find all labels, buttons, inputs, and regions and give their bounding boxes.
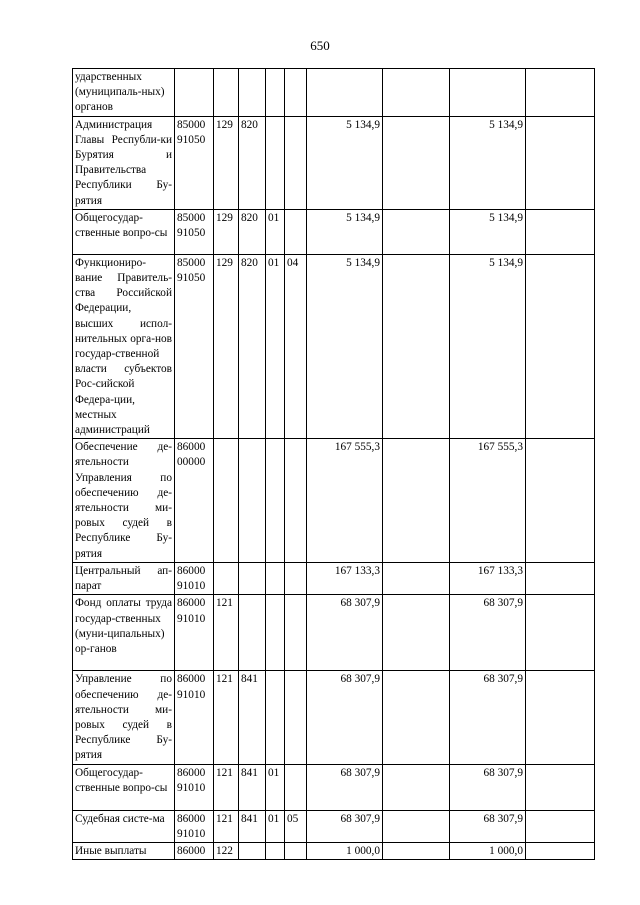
ministry-code-cell: 841 (239, 671, 266, 764)
target-code-cell: 86000 91010 (175, 810, 214, 842)
section-cell (266, 842, 285, 859)
target-code-cell: 86000 91010 (175, 671, 214, 764)
budget-table (72, 68, 595, 860)
ministry-code-cell (239, 562, 266, 594)
row-name-cell: Иные выплаты (73, 842, 175, 859)
empty-cell (383, 439, 450, 563)
empty-cell (526, 116, 595, 209)
section-cell (266, 562, 285, 594)
amount-total-cell: 167 133,3 (450, 562, 526, 594)
subsection-cell (285, 69, 307, 117)
section-cell (266, 116, 285, 209)
expense-type-cell: 129 (214, 254, 239, 438)
amount-cell: 5 134,9 (307, 254, 383, 438)
empty-cell (383, 671, 450, 764)
target-code-cell: 86000 91010 (175, 595, 214, 671)
table-row (73, 116, 595, 209)
table-row (73, 439, 595, 563)
empty-cell (526, 810, 595, 842)
subsection-cell (285, 671, 307, 764)
expense-type-cell: 122 (214, 842, 239, 859)
row-name-cell: Центральный ап-парат (73, 562, 175, 594)
empty-cell (526, 842, 595, 859)
ministry-code-cell (239, 69, 266, 117)
empty-cell (526, 209, 595, 254)
table-row (73, 69, 595, 117)
empty-cell (526, 671, 595, 764)
ministry-code-cell: 841 (239, 810, 266, 842)
target-code-cell: 86000 91010 (175, 562, 214, 594)
expense-type-cell (214, 69, 239, 117)
subsection-cell (285, 209, 307, 254)
amount-cell: 167 133,3 (307, 562, 383, 594)
table-row (73, 671, 595, 764)
row-name-cell: Судебная систе-ма (73, 810, 175, 842)
row-name-cell: Администрация Главы Республи-ки Бурятия и Правительства Республики Бу-рятия (73, 116, 175, 209)
row-name-cell: Общегосудар-ственные вопро-сы (73, 764, 175, 810)
empty-cell (526, 439, 595, 563)
table-row (73, 764, 595, 810)
ministry-code-cell: 820 (239, 209, 266, 254)
target-code-cell: 85000 91050 (175, 116, 214, 209)
expense-type-cell: 129 (214, 116, 239, 209)
amount-cell: 167 555,3 (307, 439, 383, 563)
amount-cell: 68 307,9 (307, 810, 383, 842)
ministry-code-cell: 820 (239, 116, 266, 209)
amount-total-cell: 167 555,3 (450, 439, 526, 563)
ministry-code-cell (239, 439, 266, 563)
empty-cell (383, 209, 450, 254)
row-name-cell: Функциониро-вание Правитель-ства Российской Федерации, высших испол-нительных орга-нов государ-ственной власти субъектов Рос-сийской Федера-ции, местных администраций (73, 254, 175, 438)
amount-total-cell: 68 307,9 (450, 671, 526, 764)
empty-cell (383, 764, 450, 810)
amount-cell: 68 307,9 (307, 595, 383, 671)
amount-cell: 68 307,9 (307, 671, 383, 764)
section-cell: 01 (266, 254, 285, 438)
section-cell (266, 595, 285, 671)
expense-type-cell: 121 (214, 595, 239, 671)
target-code-cell: 86000 00000 (175, 439, 214, 563)
row-name-cell: Обеспечение де-ятельности Управления по обеспечению де-ятельности ми-ровых судей в Республике Бу-рятия (73, 439, 175, 563)
table-row (73, 595, 595, 671)
amount-total-cell: 68 307,9 (450, 764, 526, 810)
amount-cell: 68 307,9 (307, 764, 383, 810)
empty-cell (383, 810, 450, 842)
empty-cell (526, 562, 595, 594)
subsection-cell (285, 116, 307, 209)
target-code-cell (175, 69, 214, 117)
table-row (73, 209, 595, 254)
ministry-code-cell (239, 842, 266, 859)
ministry-code-cell: 820 (239, 254, 266, 438)
target-code-cell: 85000 91050 (175, 254, 214, 438)
expense-type-cell: 121 (214, 764, 239, 810)
empty-cell (383, 69, 450, 117)
subsection-cell: 05 (285, 810, 307, 842)
subsection-cell (285, 595, 307, 671)
amount-cell: 1 000,0 (307, 842, 383, 859)
amount-cell: 5 134,9 (307, 209, 383, 254)
row-name-cell: Управление по обеспечению де-ятельности ми-ровых судей в Республике Бу-рятия (73, 671, 175, 764)
section-cell (266, 439, 285, 563)
empty-cell (526, 254, 595, 438)
target-code-cell: 85000 91050 (175, 209, 214, 254)
section-cell: 01 (266, 810, 285, 842)
expense-type-cell (214, 562, 239, 594)
empty-cell (383, 562, 450, 594)
amount-cell: 5 134,9 (307, 116, 383, 209)
empty-cell (383, 595, 450, 671)
empty-cell (526, 595, 595, 671)
row-name-cell: Фонд оплаты труда государ-ственных (муни-ципальных) ор-ганов (73, 595, 175, 671)
empty-cell (526, 764, 595, 810)
section-cell: 01 (266, 209, 285, 254)
subsection-cell (285, 842, 307, 859)
amount-total-cell: 5 134,9 (450, 254, 526, 438)
amount-total-cell (450, 69, 526, 117)
amount-total-cell: 5 134,9 (450, 116, 526, 209)
ministry-code-cell: 841 (239, 764, 266, 810)
subsection-cell (285, 764, 307, 810)
target-code-cell: 86000 91010 (175, 764, 214, 810)
table-row (73, 842, 595, 859)
expense-type-cell: 121 (214, 671, 239, 764)
subsection-cell (285, 439, 307, 563)
amount-total-cell: 1 000,0 (450, 842, 526, 859)
row-name-cell: Общегосудар-ственные вопро-сы (73, 209, 175, 254)
amount-total-cell: 5 134,9 (450, 209, 526, 254)
amount-total-cell: 68 307,9 (450, 595, 526, 671)
expense-type-cell (214, 439, 239, 563)
subsection-cell (285, 562, 307, 594)
ministry-code-cell (239, 595, 266, 671)
empty-cell (383, 116, 450, 209)
target-code-cell: 86000 (175, 842, 214, 859)
section-cell (266, 69, 285, 117)
page-number: 650 (310, 38, 330, 53)
table-row (73, 562, 595, 594)
section-cell (266, 671, 285, 764)
empty-cell (383, 254, 450, 438)
expense-type-cell: 129 (214, 209, 239, 254)
amount-total-cell: 68 307,9 (450, 810, 526, 842)
section-cell: 01 (266, 764, 285, 810)
expense-type-cell: 121 (214, 810, 239, 842)
amount-cell (307, 69, 383, 117)
empty-cell (383, 842, 450, 859)
table-row (73, 810, 595, 842)
empty-cell (526, 69, 595, 117)
subsection-cell: 04 (285, 254, 307, 438)
table-row (73, 254, 595, 438)
row-name-cell: ударственных (муниципаль-ных) органов (73, 69, 175, 117)
